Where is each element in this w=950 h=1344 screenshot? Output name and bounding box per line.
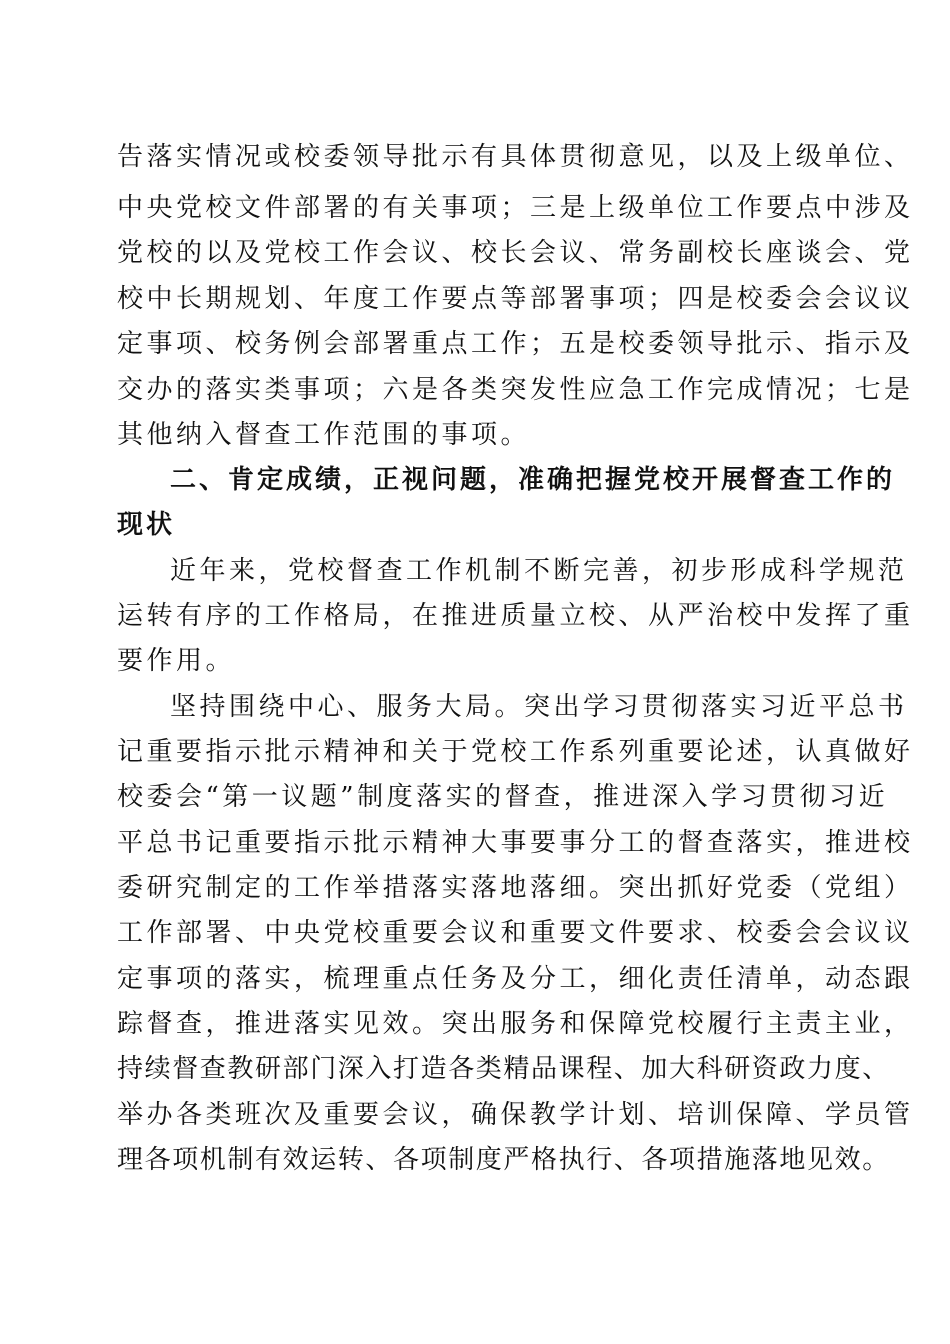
- section-heading-continued: 现状: [117, 510, 176, 540]
- text-line: 交办的落实类事项；六是各类突发性应急工作完成情况；七是: [117, 375, 914, 405]
- text-line: 记重要指示批示精神和关于党校工作系列重要论述，认真做好: [117, 737, 914, 767]
- text-line: 定事项、校务例会部署重点工作；五是校委领导批示、指示及: [117, 329, 914, 359]
- text-line: 工作部署、中央党校重要会议和重要文件要求、校委会会议议: [117, 918, 914, 948]
- text-line: 其他纳入督查工作范围的事项。: [117, 420, 531, 450]
- text-line: 委研究制定的工作举措落实落地落细。突出抓好党委（党组）: [117, 873, 914, 903]
- text-line: 理各项机制有效运转、各项制度严格执行、各项措施落地见效。: [117, 1145, 890, 1175]
- text-line: 举办各类班次及重要会议，确保教学计划、培训保障、学员管: [117, 1100, 914, 1130]
- text-line: 校中长期规划、年度工作要点等部署事项；四是校委会会议议: [117, 284, 914, 314]
- text-line: 持续督查教研部门深入打造各类精品课程、加大科研资政力度、: [117, 1054, 890, 1084]
- text-line: 中央党校文件部署的有关事项；三是上级单位工作要点中涉及: [117, 193, 914, 223]
- section-heading: 二、肯定成绩，正视问题，准确把握党校开展督查工作的: [170, 465, 896, 495]
- text-line: 告落实情况或校委领导批示有具体贯彻意见，以及上级单位、: [117, 142, 914, 172]
- text-line: 党校的以及党校工作会议、校长会议、常务副校长座谈会、党: [117, 238, 914, 268]
- paragraph-first-line: 坚持围绕中心、服务大局。突出学习贯彻落实习近平总书: [170, 692, 908, 722]
- text-line: 平总书记重要指示批示精神大事要事分工的督查落实，推进校: [117, 828, 914, 858]
- text-line: 要作用。: [117, 646, 236, 676]
- text-line: 踪督查，推进落实见效。突出服务和保障党校履行主责主业，: [117, 1009, 914, 1039]
- text-line: 校委会“第一议题”制度落实的督查，推进深入学习贯彻习近: [117, 782, 889, 812]
- paragraph-first-line: 近年来，党校督查工作机制不断完善，初步形成科学规范: [170, 556, 908, 586]
- text-line: 定事项的落实，梳理重点任务及分工，细化责任清单，动态跟: [117, 964, 914, 994]
- text-line: 运转有序的工作格局，在推进质量立校、从严治校中发挥了重: [117, 601, 914, 631]
